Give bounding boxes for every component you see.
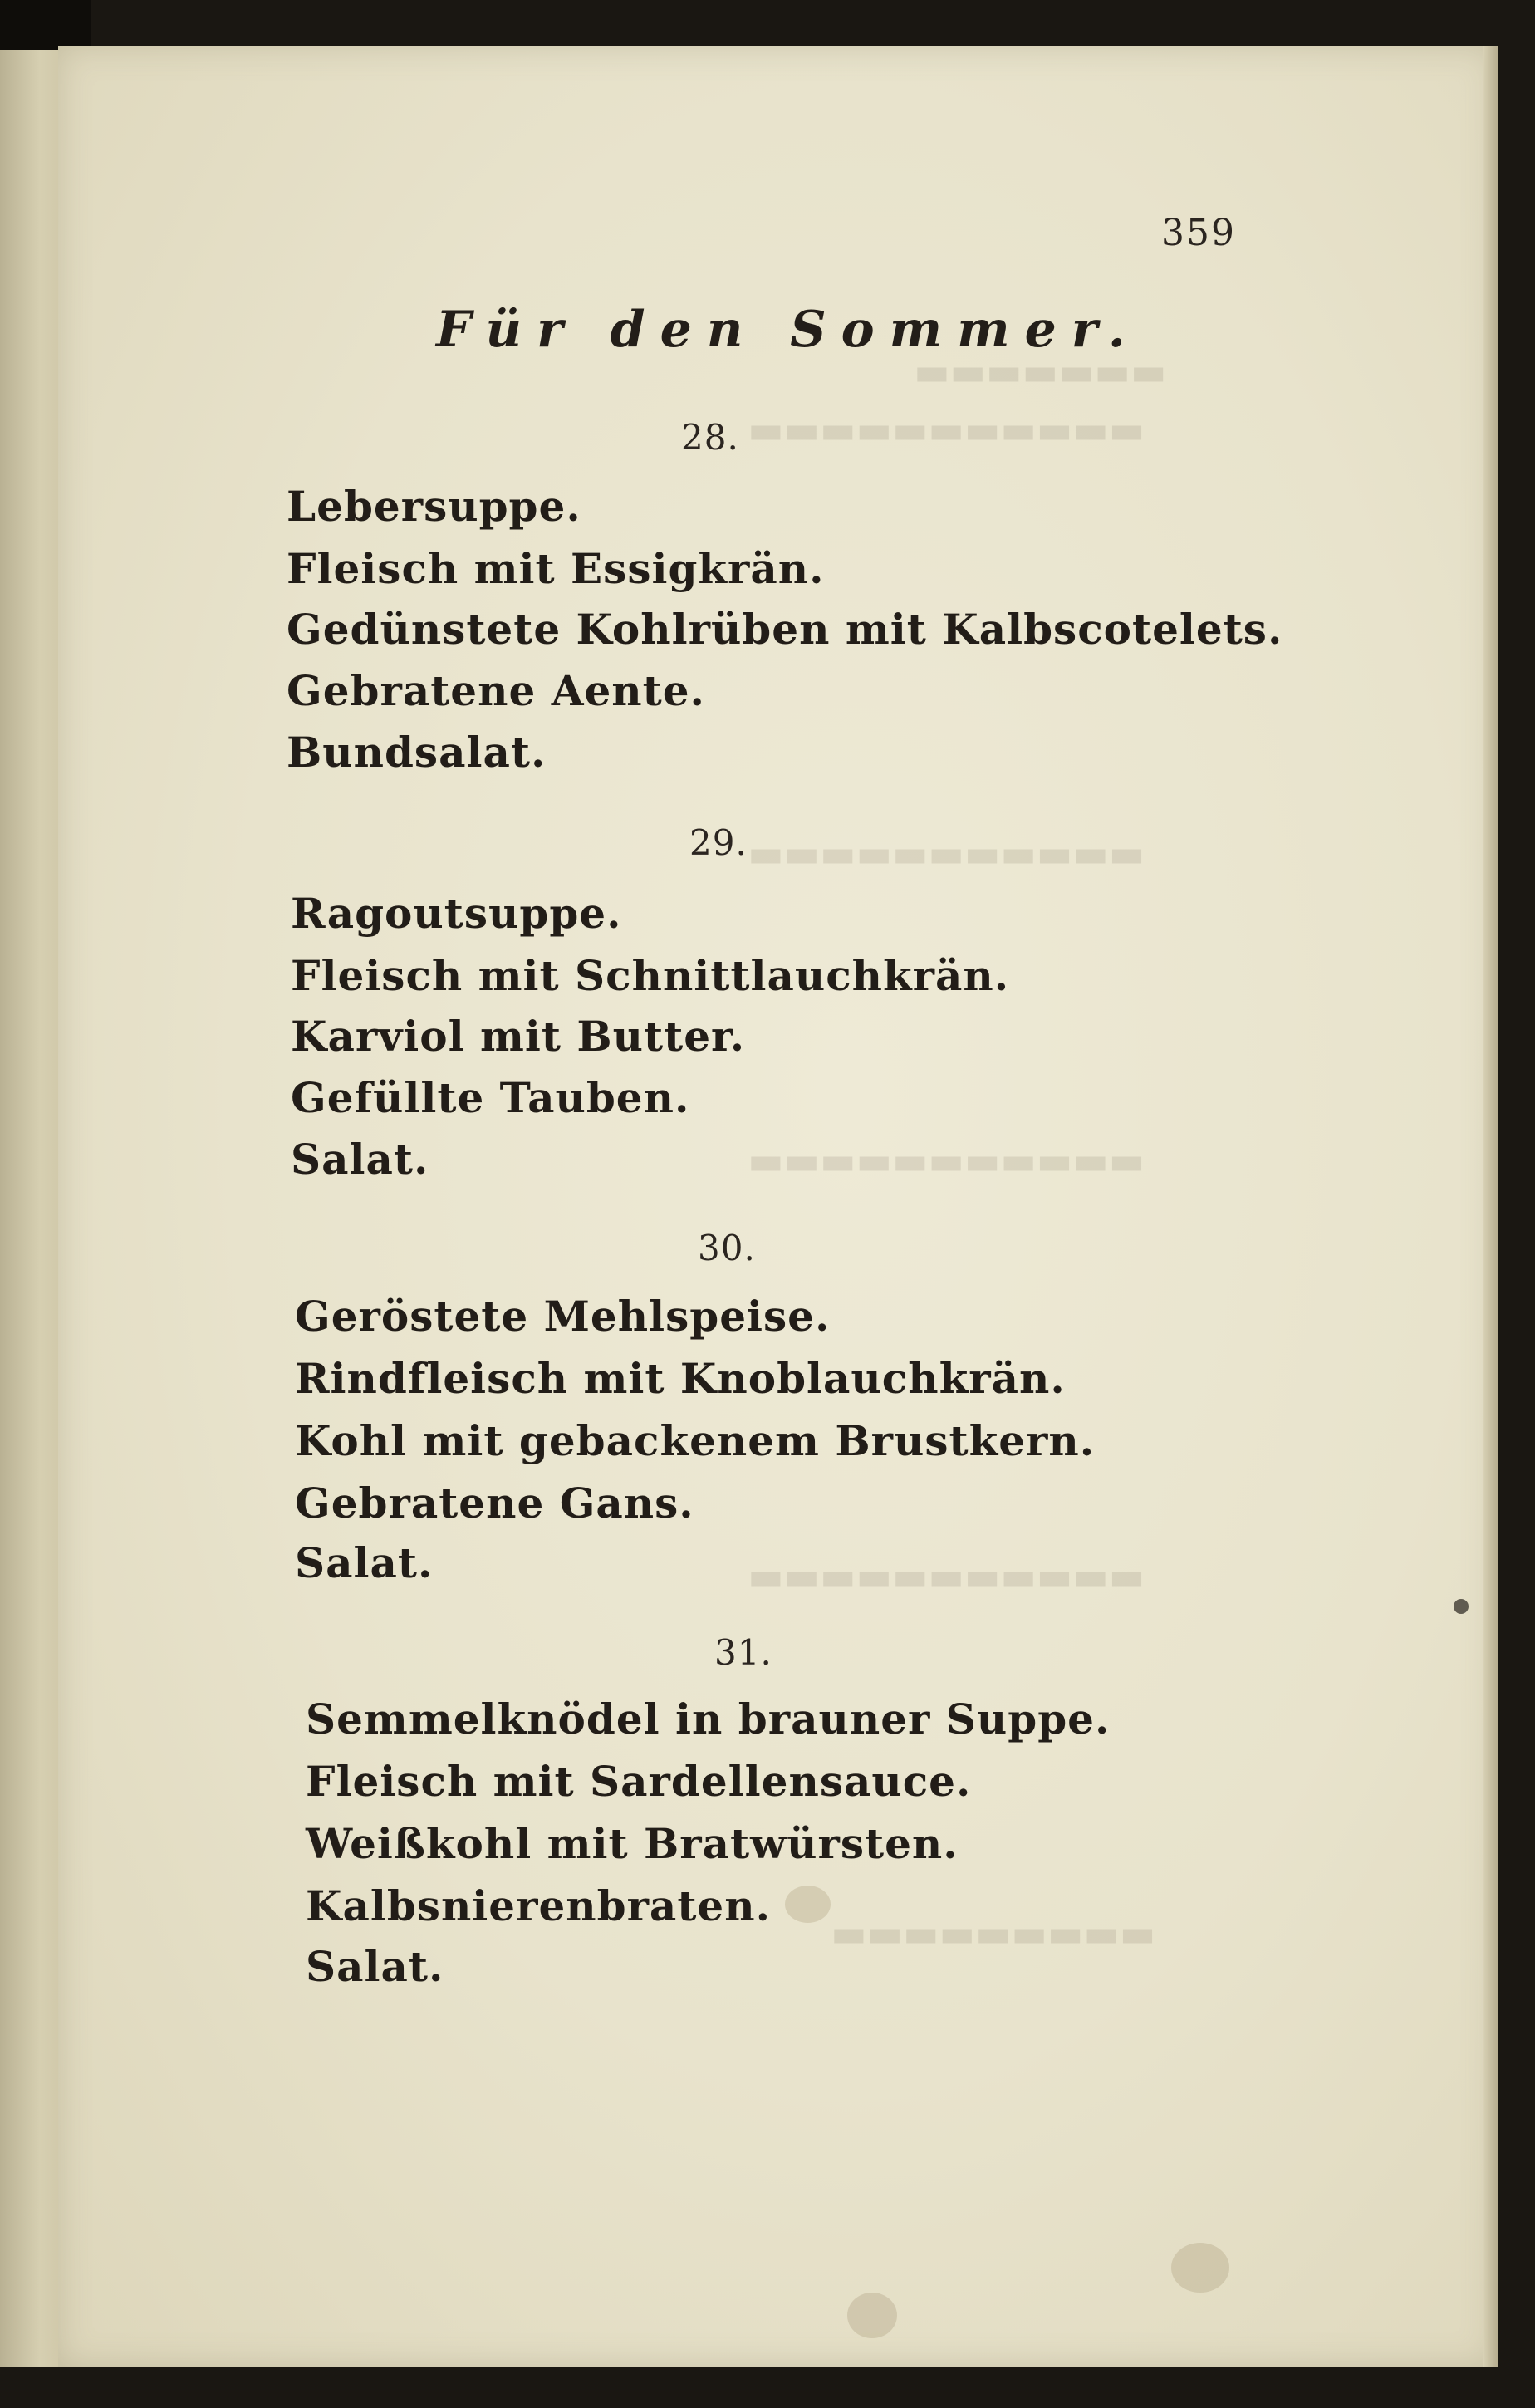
bleed-through-text: ▬▬▬▬▬▬▬▬▬▬▬ — [748, 1553, 1145, 1598]
bleed-through-text: ▬▬▬▬▬▬▬▬▬▬▬ — [748, 1138, 1145, 1183]
foxing-stain — [1171, 2243, 1229, 2293]
page-number: 359 — [1161, 212, 1236, 254]
foxing-stain — [847, 2293, 897, 2338]
dish-line: Ragoutsuppe. — [291, 889, 622, 938]
book-page — [58, 46, 1495, 2367]
bleed-through-text: ▬▬▬▬▬▬▬▬▬▬▬ — [748, 407, 1145, 452]
menu-number: 29. — [689, 822, 748, 863]
dish-line: Salat. — [306, 1942, 444, 1991]
dish-line: Gebratene Gans. — [295, 1479, 694, 1528]
bleed-through-text: ▬▬▬▬▬▬▬▬▬▬▬ — [748, 831, 1145, 875]
foxing-stain — [785, 1886, 831, 1923]
dish-line: Kohl mit gebackenem Brustkern. — [295, 1416, 1096, 1465]
menu-number: 30. — [698, 1228, 756, 1268]
menu-number: 28. — [681, 417, 739, 458]
dish-line: Gedünstete Kohlrüben mit Kalbscotelets. — [287, 605, 1283, 654]
dish-line: Geröstete Mehlspeise. — [295, 1292, 831, 1341]
dish-line: Fleisch mit Sardellensauce. — [306, 1757, 972, 1806]
bleed-through-text: ▬▬▬▬▬▬▬▬▬ — [831, 1910, 1156, 1955]
dish-line: Gefüllte Tauben. — [291, 1073, 690, 1122]
dish-line: Gebratene Aente. — [287, 666, 705, 715]
dish-line: Salat. — [291, 1135, 429, 1184]
dish-line: Bundsalat. — [287, 728, 547, 777]
bleed-through-text: ▬▬▬▬▬▬▬ — [914, 349, 1167, 394]
dish-line: Lebersuppe. — [287, 482, 581, 531]
dish-line: Fleisch mit Schnittlauchkrän. — [291, 951, 1010, 1000]
menu-number: 31. — [714, 1632, 772, 1673]
ink-dot — [1454, 1599, 1469, 1614]
dish-line: Salat. — [295, 1538, 434, 1587]
dish-line: Karviol mit Butter. — [291, 1012, 746, 1061]
dish-line: Kalbsnierenbraten. — [306, 1881, 771, 1930]
page-fore-edge — [1483, 46, 1498, 2367]
section-heading: Für den Sommer. — [436, 301, 1140, 359]
dish-line: Weißkohl mit Bratwürsten. — [306, 1819, 959, 1868]
dish-line: Fleisch mit Essigkrän. — [287, 544, 825, 593]
dish-line: Semmelknödel in brauner Suppe. — [306, 1694, 1111, 1743]
dish-line: Rindfleisch mit Knoblauchkrän. — [295, 1354, 1066, 1403]
